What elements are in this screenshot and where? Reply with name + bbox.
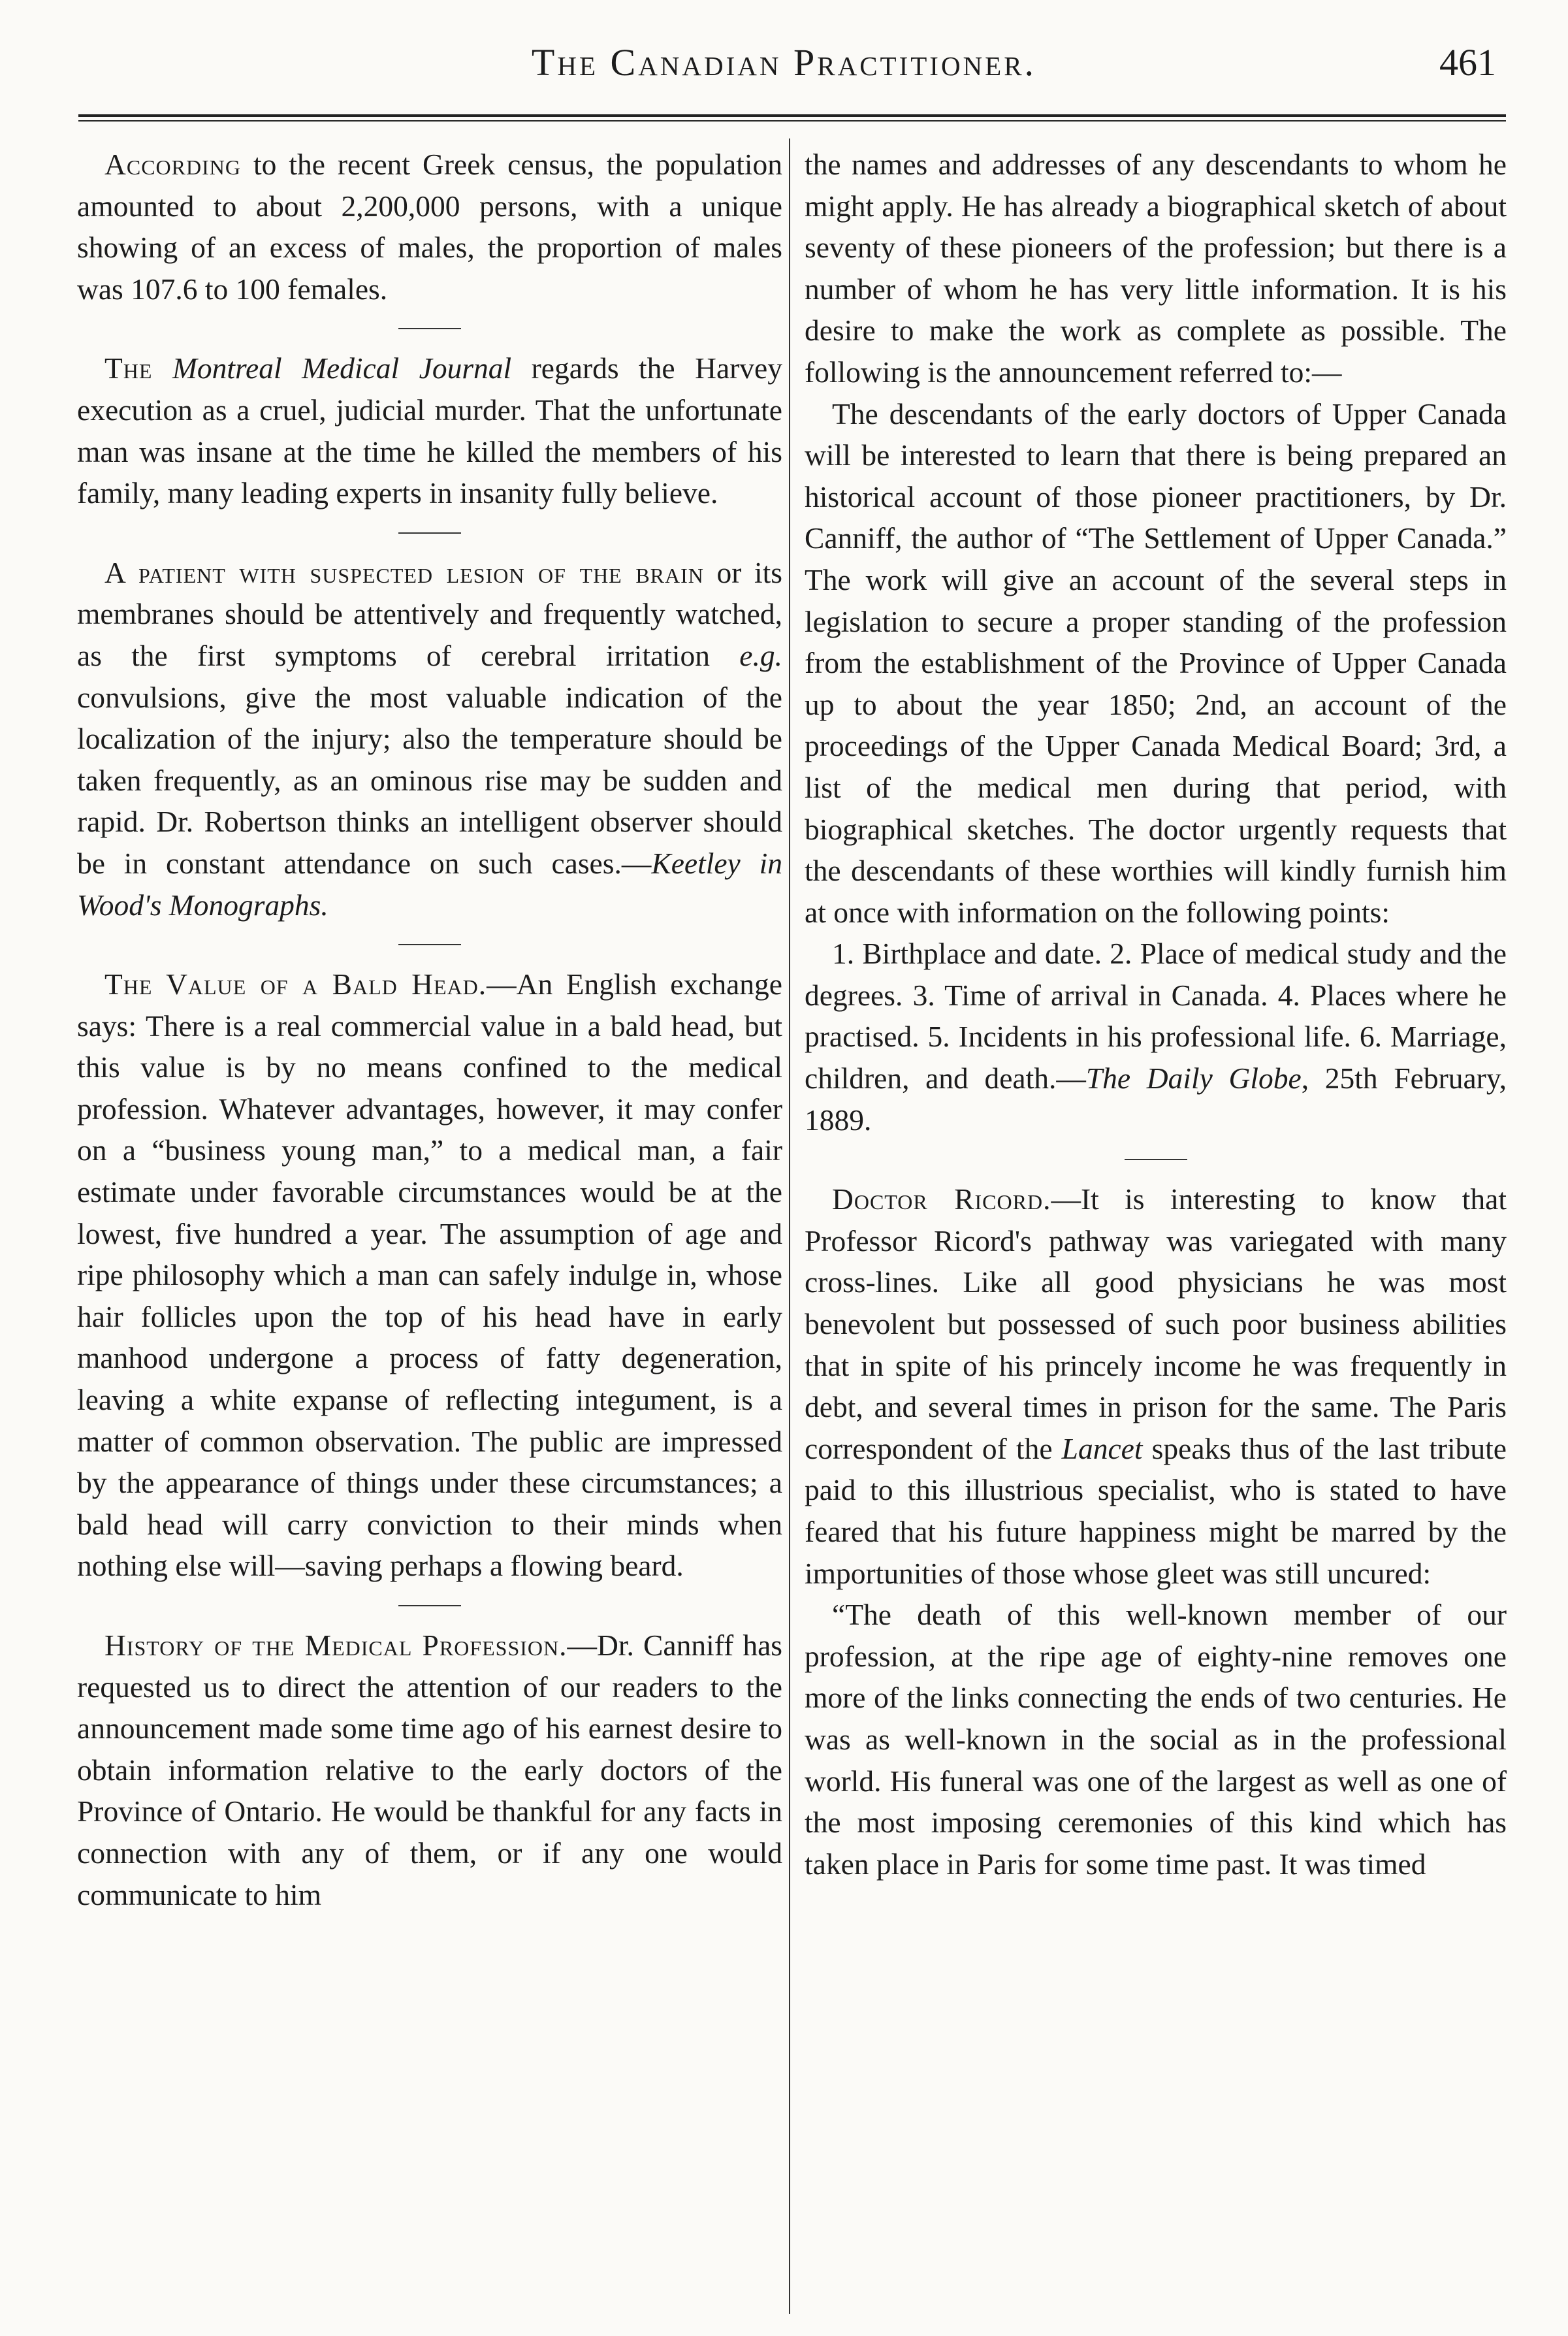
running-title: The Canadian Practitioner. (531, 41, 1037, 84)
lead-in: According (104, 148, 241, 181)
column-divider (789, 138, 790, 2314)
page-header (0, 41, 1568, 99)
section-separator (398, 532, 461, 534)
left-column (77, 144, 782, 1915)
right-column (805, 144, 1507, 1885)
paragraph-quotation: “The death of this well-known member of our profession, at the ripe age of eighty-nine removes one more of the links connecting the ends of two centuries. He was as well-known in the social as in the professional world. His funeral was one of the largest as well as one of the most imposing ceremonies of this kind which has taken place in Paris for some time past. It was timed (805, 1598, 1507, 1881)
paragraph-medical-history: History of the Medical Profession.—Dr. Canniff has requested us to direct the attention of our readers to the announcement made some time ago of his earnest desire to obtain information relative to the early doctors of the Province of Ontario. He would be thankful for any facts in connection with any of them, or if any one would communicate to him (77, 1629, 782, 1911)
source-citation: The Daily Globe (1085, 1062, 1302, 1095)
lead-in: The (104, 351, 153, 385)
paragraph-brain-lesion: A patient with suspected lesion of the brain or its membranes should be attentively and frequently watched, as the first symptoms of cerebral irritation e.g. convulsions, give the most valuable indication of the localization of the injury; also the temperature should be taken frequently, as an ominous rise may be sudden and rapid. Dr. Robertson thinks an intelligent observer should be in constant attendance on such cases.—Keetley in Wood's Monographs. (77, 555, 782, 922)
section-heading: The Value of a Bald Head. (104, 967, 487, 1001)
source-citation: Keetley in Wood's Monographs. (77, 846, 782, 922)
section-separator (398, 944, 461, 945)
paragraph-continuation: the names and addresses of any descendants to whom he might apply. He has already a biographical sketch of about seventy of these pioneers of the profession; but there is a number of whom he has very little information. It is his desire to make the work as complete as possible. The following is the announcement referred to:— (805, 148, 1507, 389)
section-separator (398, 1605, 461, 1606)
paragraph-greek-census: According to the recent Greek census, the population amounted to about 2,200,000 persons, with a unique showing of an excess of males, the proportion of males was 107.6 to 100 females. (77, 148, 782, 306)
paragraph-doctor-ricord: Doctor Ricord.—It is interesting to know that Professor Ricord's pathway was variegated with many cross-lines. Like all good physicians he was most benevolent but possessed of such poor business abilities that in spite of his princely income he was frequently in debt, and several times in prison for the same. The Paris correspondent of the Lancet speaks thus of the last tribute paid to this illustrious specialist, who is stated to have feared that his future happiness might be marred by the importunities of those whose gleet was still uncured: (805, 1182, 1507, 1590)
journal-title: Lancet (1061, 1431, 1143, 1465)
section-separator (398, 328, 461, 329)
paragraph-points-list: 1. Birthplace and date. 2. Place of medical study and the degrees. 3. Time of arrival in Canada. 4. Places where he practised. 5. Incidents in his professional life. 6. Marriage, children, and death.—The Daily Globe, 25th February, 1889. (805, 937, 1507, 1137)
section-heading: Doctor Ricord. (832, 1182, 1051, 1216)
page-number: 461 (1439, 41, 1496, 84)
paragraph-harvey-execution: The Montreal Medical Journal regards the Harvey execution as a cruel, judicial murder. That the unfortunate man was insane at the time he killed the members of his family, many leading experts in insanity fully believe. (77, 351, 782, 510)
section-separator (1125, 1159, 1187, 1160)
header-rule (78, 114, 1506, 122)
lead-in: A patient with suspected lesion of the brain (104, 555, 704, 589)
paragraph-announcement: The descendants of the early doctors of Upper Canada will be interested to learn that there is being prepared an historical account of those pioneer practitioners, by Dr. Canniff, the author of “The Settlement of Upper Canada.” The work will give an account of the several steps in legislation to secure a proper standing of the profession from the establishment of the Province of Upper Canada up to about the year 1850; 2nd, an account of the proceedings of the Upper Canada Medical Board; 3rd, a list of the medical men during that period, with biographical sketches. The doctor urgently requests that the descendants of these worthies will kindly furnish him at once with information on the following points: (805, 397, 1507, 929)
section-heading: History of the Medical Profession. (104, 1629, 568, 1662)
paragraph-bald-head: The Value of a Bald Head.—An English exchange says: There is a real commercial value in a bald head, but this value is by no means confined to the medical profession. Whatever advantages, however, it may confer on a “business young man,” to a medical man, a fair estimate under favorable circumstances would be at the lowest, five hundred a year. The assumption of age and ripe philosophy which a man can safely indulge in, whose hair follicles upon the top of his head have in early manhood undergone a process of fatty degeneration, leaving a white expanse of reflecting integument, is a matter of common observation. The public are impressed by the appearance of things under these circumstances; a bald head will carry conviction to their minds when nothing else will—saving perhaps a flowing beard. (77, 967, 782, 1583)
journal-title: Montreal Medical Journal (172, 351, 512, 385)
